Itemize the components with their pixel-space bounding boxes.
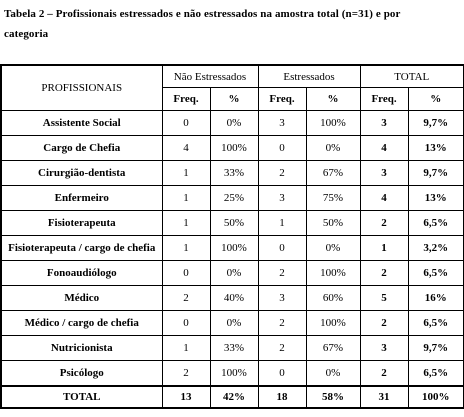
cell-nao-pct: 33%	[210, 161, 258, 186]
cell-category: Assistente Social	[1, 111, 162, 136]
subheader-nao-freq: Freq.	[162, 88, 210, 111]
cell-est-freq: 0	[258, 136, 306, 161]
cell-est-pct: 0%	[306, 136, 360, 161]
total-nao-pct: 42%	[210, 386, 258, 408]
cell-category: Cirurgião-dentista	[1, 161, 162, 186]
cell-nao-freq: 2	[162, 361, 210, 387]
caption-line-1: Tabela 2 – Profissionais estressados e não estressados na amostra total (n=31) e por	[4, 8, 401, 20]
cell-nao-freq: 0	[162, 261, 210, 286]
cell-total-freq: 3	[360, 111, 408, 136]
cell-total-freq: 2	[360, 261, 408, 286]
cell-total-pct: 6,5%	[408, 211, 464, 236]
cell-total-pct: 13%	[408, 186, 464, 211]
total-total-freq: 31	[360, 386, 408, 408]
cell-est-pct: 75%	[306, 186, 360, 211]
data-table	[0, 64, 464, 409]
cell-total-freq: 4	[360, 186, 408, 211]
cell-est-pct: 60%	[306, 286, 360, 311]
subheader-total-pct: %	[408, 88, 464, 111]
cell-total-freq: 3	[360, 336, 408, 361]
cell-est-freq: 1	[258, 211, 306, 236]
cell-total-pct: 9,7%	[408, 161, 464, 186]
cell-est-freq: 2	[258, 336, 306, 361]
cell-nao-pct: 33%	[210, 336, 258, 361]
cell-nao-freq: 0	[162, 311, 210, 336]
cell-total-freq: 1	[360, 236, 408, 261]
cell-total-freq: 2	[360, 311, 408, 336]
cell-nao-freq: 0	[162, 111, 210, 136]
table-row	[1, 361, 464, 387]
cell-nao-freq: 1	[162, 336, 210, 361]
table-row	[1, 311, 464, 336]
cell-est-freq: 3	[258, 186, 306, 211]
cell-total-freq: 4	[360, 136, 408, 161]
table-row	[1, 136, 464, 161]
cell-est-pct: 0%	[306, 236, 360, 261]
total-est-freq: 18	[258, 386, 306, 408]
table-row	[1, 111, 464, 136]
cell-total-freq: 2	[360, 361, 408, 387]
cell-total-pct: 9,7%	[408, 336, 464, 361]
table-row	[1, 336, 464, 361]
cell-est-pct: 0%	[306, 361, 360, 387]
cell-nao-freq: 1	[162, 161, 210, 186]
cell-category: Enfermeiro	[1, 186, 162, 211]
cell-est-pct: 67%	[306, 161, 360, 186]
cell-total-freq: 3	[360, 161, 408, 186]
cell-est-freq: 0	[258, 361, 306, 387]
subheader-nao-pct: %	[210, 88, 258, 111]
cell-category: Médico	[1, 286, 162, 311]
cell-total-pct: 13%	[408, 136, 464, 161]
subheader-est-freq: Freq.	[258, 88, 306, 111]
cell-nao-freq: 1	[162, 211, 210, 236]
cell-est-freq: 3	[258, 286, 306, 311]
cell-nao-freq: 1	[162, 186, 210, 211]
cell-nao-pct: 40%	[210, 286, 258, 311]
cell-category: Médico / cargo de chefia	[1, 311, 162, 336]
cell-est-pct: 100%	[306, 111, 360, 136]
table-row	[1, 211, 464, 236]
cell-est-pct: 50%	[306, 211, 360, 236]
cell-nao-pct: 50%	[210, 211, 258, 236]
subheader-est-pct: %	[306, 88, 360, 111]
cell-nao-pct: 25%	[210, 186, 258, 211]
total-category: TOTAL	[1, 386, 162, 408]
table-total-row	[1, 386, 464, 408]
table-row	[1, 286, 464, 311]
cell-est-freq: 2	[258, 261, 306, 286]
table-row	[1, 261, 464, 286]
subheader-total-freq: Freq.	[360, 88, 408, 111]
cell-est-freq: 3	[258, 111, 306, 136]
cell-nao-pct: 0%	[210, 311, 258, 336]
cell-total-pct: 6,5%	[408, 311, 464, 336]
cell-nao-pct: 0%	[210, 111, 258, 136]
cell-nao-pct: 100%	[210, 361, 258, 387]
table-row	[1, 161, 464, 186]
cell-nao-pct: 0%	[210, 261, 258, 286]
cell-category: Nutricionista	[1, 336, 162, 361]
cell-est-freq: 2	[258, 311, 306, 336]
header-nao-estressados: Não Estressados	[162, 65, 258, 88]
cell-total-pct: 3,2%	[408, 236, 464, 261]
cell-total-pct: 9,7%	[408, 111, 464, 136]
cell-est-freq: 0	[258, 236, 306, 261]
table-row	[1, 186, 464, 211]
cell-category: Fisioterapeuta / cargo de chefia	[1, 236, 162, 261]
total-nao-freq: 13	[162, 386, 210, 408]
header-estressados: Estressados	[258, 65, 360, 88]
cell-total-freq: 5	[360, 286, 408, 311]
cell-nao-freq: 1	[162, 236, 210, 261]
cell-nao-freq: 2	[162, 286, 210, 311]
cell-est-pct: 100%	[306, 261, 360, 286]
table-caption	[4, 4, 460, 44]
cell-est-pct: 67%	[306, 336, 360, 361]
cell-total-freq: 2	[360, 211, 408, 236]
cell-category: Psicólogo	[1, 361, 162, 387]
cell-category: Fonoaudiólogo	[1, 261, 162, 286]
cell-category: Fisioterapeuta	[1, 211, 162, 236]
caption-line-2: categoria	[4, 28, 49, 40]
cell-nao-freq: 4	[162, 136, 210, 161]
total-total-pct: 100%	[408, 386, 464, 408]
cell-total-pct: 16%	[408, 286, 464, 311]
cell-total-pct: 6,5%	[408, 361, 464, 387]
cell-nao-pct: 100%	[210, 136, 258, 161]
cell-est-freq: 2	[258, 161, 306, 186]
cell-category: Cargo de Chefia	[1, 136, 162, 161]
header-total: TOTAL	[360, 65, 464, 88]
total-est-pct: 58%	[306, 386, 360, 408]
table-row	[1, 236, 464, 261]
cell-est-pct: 100%	[306, 311, 360, 336]
cell-total-pct: 6,5%	[408, 261, 464, 286]
cell-nao-pct: 100%	[210, 236, 258, 261]
header-profissionais: PROFISSIONAIS	[1, 65, 162, 111]
